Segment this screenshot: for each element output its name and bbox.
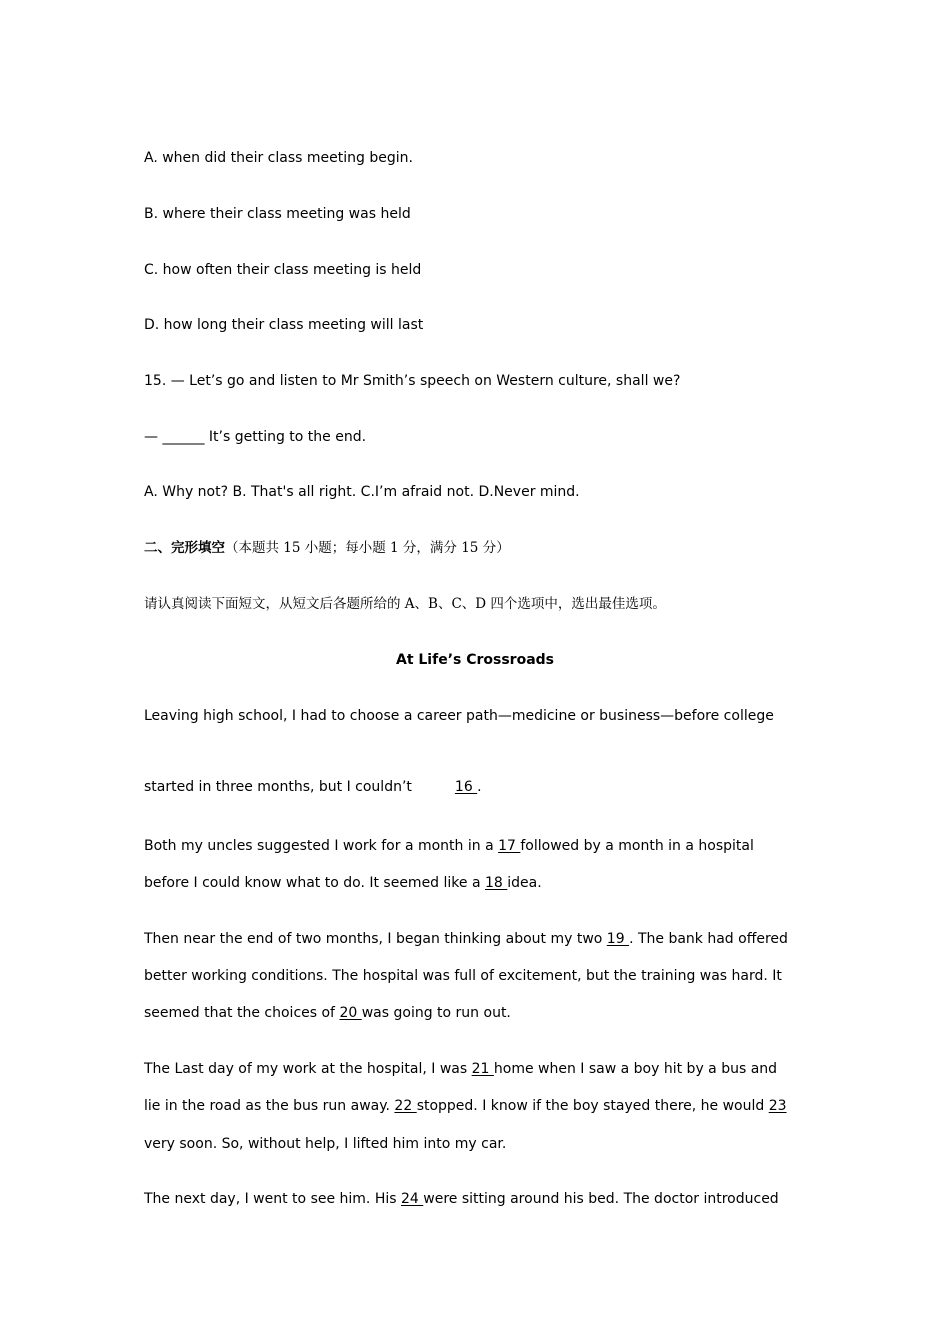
blank-20: 20: [339, 1005, 362, 1021]
passage-text: started in three months, but I couldn’t: [144, 779, 412, 795]
passage-line: better working conditions. The hospital was full of excitement, but the training was hard. It: [144, 968, 782, 984]
passage-text: idea.: [507, 875, 542, 891]
passage-line: [144, 778, 482, 796]
section-heading-note: （本题共 15 小题；每小题 1 分，满分 15 分）: [225, 540, 510, 556]
passage-line: very soon. So, without help, I lifted him into my car.: [144, 1136, 507, 1152]
passage-line: [144, 1190, 779, 1208]
passage-line: [144, 1004, 511, 1022]
passage-text: Both my uncles suggested I work for a month in a: [144, 838, 499, 854]
blank-22: 22: [394, 1098, 417, 1114]
option-a: A. when did their class meeting begin.: [144, 150, 413, 166]
passage-text: lie in the road as the bus run away.: [144, 1098, 395, 1114]
passage-line: [144, 837, 754, 855]
passage-text: The Last day of my work at the hospital, I was: [144, 1061, 472, 1077]
passage-text: home when I saw a boy hit by a bus and: [493, 1061, 778, 1077]
passage-line: [144, 1097, 787, 1115]
passage-text: were sitting around his bed. The doctor introduced: [423, 1191, 779, 1207]
passage-line: Leaving high school, I had to choose a career path—medicine or business—before college: [144, 708, 774, 724]
question-15-prompt: 15. — Let’s go and listen to Mr Smith’s speech on Western culture, shall we?: [144, 373, 681, 389]
blank-21: 21: [471, 1061, 494, 1077]
passage-text: stopped. I know if the boy stayed there, he would: [416, 1098, 769, 1114]
section-heading: [144, 539, 510, 557]
passage-title: At Life’s Crossroads: [395, 652, 555, 668]
passage-line: [144, 874, 542, 892]
passage-text: was going to run out.: [361, 1005, 511, 1021]
option-c: C. how often their class meeting is held: [144, 262, 422, 278]
blank-16: 16: [454, 779, 478, 795]
passage-text: . The bank had offered: [629, 931, 788, 947]
passage-text: The next day, I went to see him. His: [144, 1191, 401, 1207]
section-heading-title: 二、完形填空: [144, 540, 225, 556]
blank-18: 18: [485, 875, 508, 891]
option-b: B. where their class meeting was held: [144, 206, 411, 222]
question-15-reply: — ______ It’s getting to the end.: [144, 429, 367, 445]
passage-text: before I could know what to do. It seemed like a: [144, 875, 486, 891]
passage-text: Then near the end of two months, I began thinking about my two: [144, 931, 607, 947]
blank-23: 23: [768, 1098, 787, 1114]
passage-line: [144, 930, 788, 948]
option-d: D. how long their class meeting will last: [144, 317, 424, 333]
question-15-options: A. Why not? B. That's all right. C.I’m afraid not. D.Never mind.: [144, 484, 580, 500]
passage-text: .: [477, 779, 482, 795]
blank-17: 17: [498, 838, 521, 854]
passage-line: [144, 1060, 777, 1078]
blank-24: 24: [401, 1191, 424, 1207]
blank-19: 19: [606, 931, 630, 947]
section-instruction: 请认真阅读下面短文，从短文后各题所给的 A、B、C、D 四个选项中，选出最佳选项。: [144, 596, 666, 612]
passage-text: seemed that the choices of: [144, 1005, 340, 1021]
passage-text: followed by a month in a hospital: [520, 838, 754, 854]
